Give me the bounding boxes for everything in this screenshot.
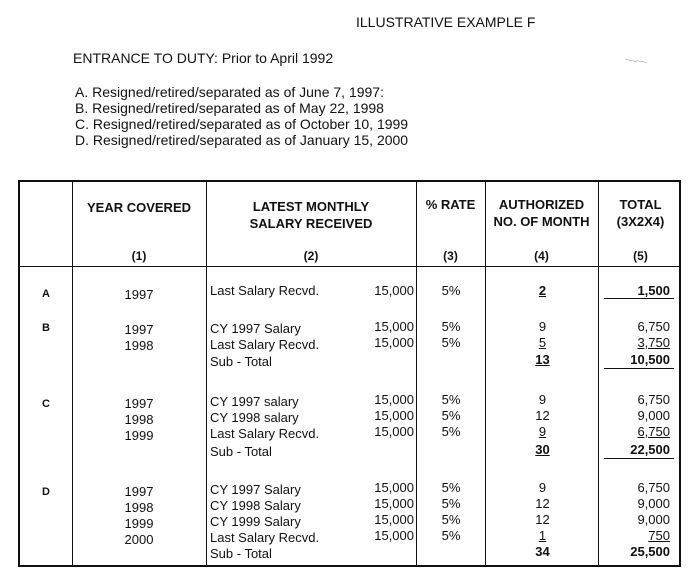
salary-cell: 15,000 — [374, 480, 414, 495]
col-number: (3) — [443, 249, 458, 263]
header-auth-line1: AUTHORIZED — [498, 197, 585, 212]
total-cell: 6,750 — [637, 392, 670, 407]
col-number: (2) — [303, 249, 319, 263]
salary-cell: 15,000 — [374, 335, 414, 350]
total-underline — [604, 458, 674, 459]
total-cell: 6,750 — [637, 319, 670, 334]
total-underline — [604, 368, 674, 369]
subtotal-months: 13 — [535, 352, 550, 367]
year-cell: 1997 — [124, 396, 154, 411]
subtotal-label: Sub - Total — [210, 354, 272, 369]
case-c: C. Resigned/retired/separated as of October 10, 1999 — [75, 116, 409, 132]
year-cell: 2000 — [124, 532, 154, 547]
total-cell: 9,000 — [637, 512, 670, 527]
year-cell: 1997 — [124, 287, 154, 302]
header-rate: % RATE — [425, 197, 476, 212]
total-cell: 9,000 — [637, 496, 670, 511]
salary-cell: 15,000 — [374, 496, 414, 511]
margin-scribble: ~·—·~·~·· — [624, 56, 648, 67]
case-d: D. Resigned/retired/separated as of January 15, 2000 — [75, 132, 409, 148]
subtotal-total: 25,500 — [630, 544, 670, 559]
total-cell: 9,000 — [637, 408, 670, 423]
salary-cell: 15,000 — [374, 424, 414, 439]
salary-cell: 15,000 — [374, 528, 414, 543]
total-cell: 750 — [648, 528, 670, 543]
months-cell: 9 — [538, 392, 547, 407]
group-label-c: C — [42, 398, 50, 410]
rate-cell: 5% — [441, 424, 461, 439]
subtotal-months: 30 — [535, 442, 550, 457]
col-divider — [598, 182, 599, 565]
header-auth-line2: NO. OF MONTH — [493, 214, 590, 229]
year-cell: 1999 — [124, 516, 154, 531]
col-divider — [485, 182, 486, 565]
rate-cell: 5% — [441, 496, 461, 511]
header-divider — [20, 266, 679, 267]
salary-cell: 15,000 — [374, 408, 414, 423]
group-label-a: A — [42, 288, 50, 300]
header-year: YEAR COVERED — [86, 200, 192, 215]
salary-cell: 15,000 — [374, 283, 414, 298]
col-number: (1) — [131, 249, 147, 263]
year-cell: 1999 — [124, 428, 154, 443]
rate-cell: 5% — [441, 480, 461, 495]
months-cell: 12 — [535, 408, 550, 423]
rate-cell: 5% — [441, 283, 461, 298]
months-cell: 9 — [538, 424, 547, 439]
salary-cell: 15,000 — [374, 512, 414, 527]
subtotal-total: 10,500 — [630, 352, 670, 367]
months-cell: 9 — [538, 480, 547, 495]
total-cell: 3,750 — [637, 335, 670, 350]
months-cell: 5 — [538, 335, 547, 350]
total-cell: 6,750 — [637, 480, 670, 495]
desc-cell: CY 1997 Salary — [210, 321, 301, 336]
year-cell: 1997 — [124, 322, 154, 337]
desc-cell: Last Salary Recvd. — [210, 283, 320, 298]
document-title: ILLUSTRATIVE EXAMPLE F — [356, 14, 536, 30]
year-cell: 1998 — [124, 338, 154, 353]
desc-cell: CY 1997 salary — [210, 394, 299, 409]
desc-cell: CY 1997 Salary — [210, 482, 301, 497]
months-cell: 12 — [535, 496, 550, 511]
subtotal-months: 34 — [535, 544, 550, 559]
rate-cell: 5% — [441, 392, 461, 407]
header-total-line2: (3X2X4) — [616, 214, 665, 229]
desc-cell: CY 1998 Salary — [210, 498, 301, 513]
rate-cell: 5% — [441, 408, 461, 423]
year-cell: 1998 — [124, 412, 154, 427]
months-cell: 2 — [538, 283, 547, 298]
year-cell: 1997 — [124, 484, 154, 499]
header-total-line1: TOTAL — [619, 197, 662, 212]
rate-cell: 5% — [441, 528, 461, 543]
desc-cell: Last Salary Recvd. — [210, 337, 320, 352]
rate-cell: 5% — [441, 335, 461, 350]
group-label-b: B — [42, 322, 50, 334]
col-number: (4) — [534, 249, 549, 263]
case-list — [75, 84, 408, 148]
desc-cell: Last Salary Recvd. — [210, 530, 320, 545]
group-label-d: D — [42, 486, 50, 498]
months-cell: 12 — [535, 512, 550, 527]
case-a: A. Resigned/retired/separated as of June 7, 1997: — [75, 84, 384, 100]
salary-cell: 15,000 — [374, 319, 414, 334]
salary-cell: 15,000 — [374, 392, 414, 407]
months-cell: 9 — [538, 319, 547, 334]
desc-cell: Last Salary Recvd. — [210, 426, 320, 441]
subtotal-label: Sub - Total — [210, 444, 272, 459]
subtotal-label: Sub - Total — [210, 546, 272, 561]
total-underline — [604, 298, 674, 299]
header-salary-line1: LATEST MONTHLY — [252, 199, 370, 214]
col-divider — [416, 182, 417, 565]
entrance-to-duty: ENTRANCE TO DUTY: Prior to April 1992 — [73, 50, 334, 66]
col-number: (5) — [633, 249, 648, 263]
rate-cell: 5% — [441, 512, 461, 527]
col-divider — [206, 182, 207, 565]
case-b: B. Resigned/retired/separated as of May 22, 1998 — [75, 100, 384, 116]
subtotal-total: 22,500 — [630, 442, 670, 457]
header-salary-line2: SALARY RECEIVED — [249, 216, 373, 231]
total-cell: 1,500 — [637, 283, 670, 298]
computation-table — [18, 180, 681, 567]
months-cell: 1 — [538, 528, 547, 543]
desc-cell: CY 1998 salary — [210, 410, 299, 425]
desc-cell: CY 1999 Salary — [210, 514, 301, 529]
total-cell: 6,750 — [637, 424, 670, 439]
year-cell: 1998 — [124, 500, 154, 515]
rate-cell: 5% — [441, 319, 461, 334]
